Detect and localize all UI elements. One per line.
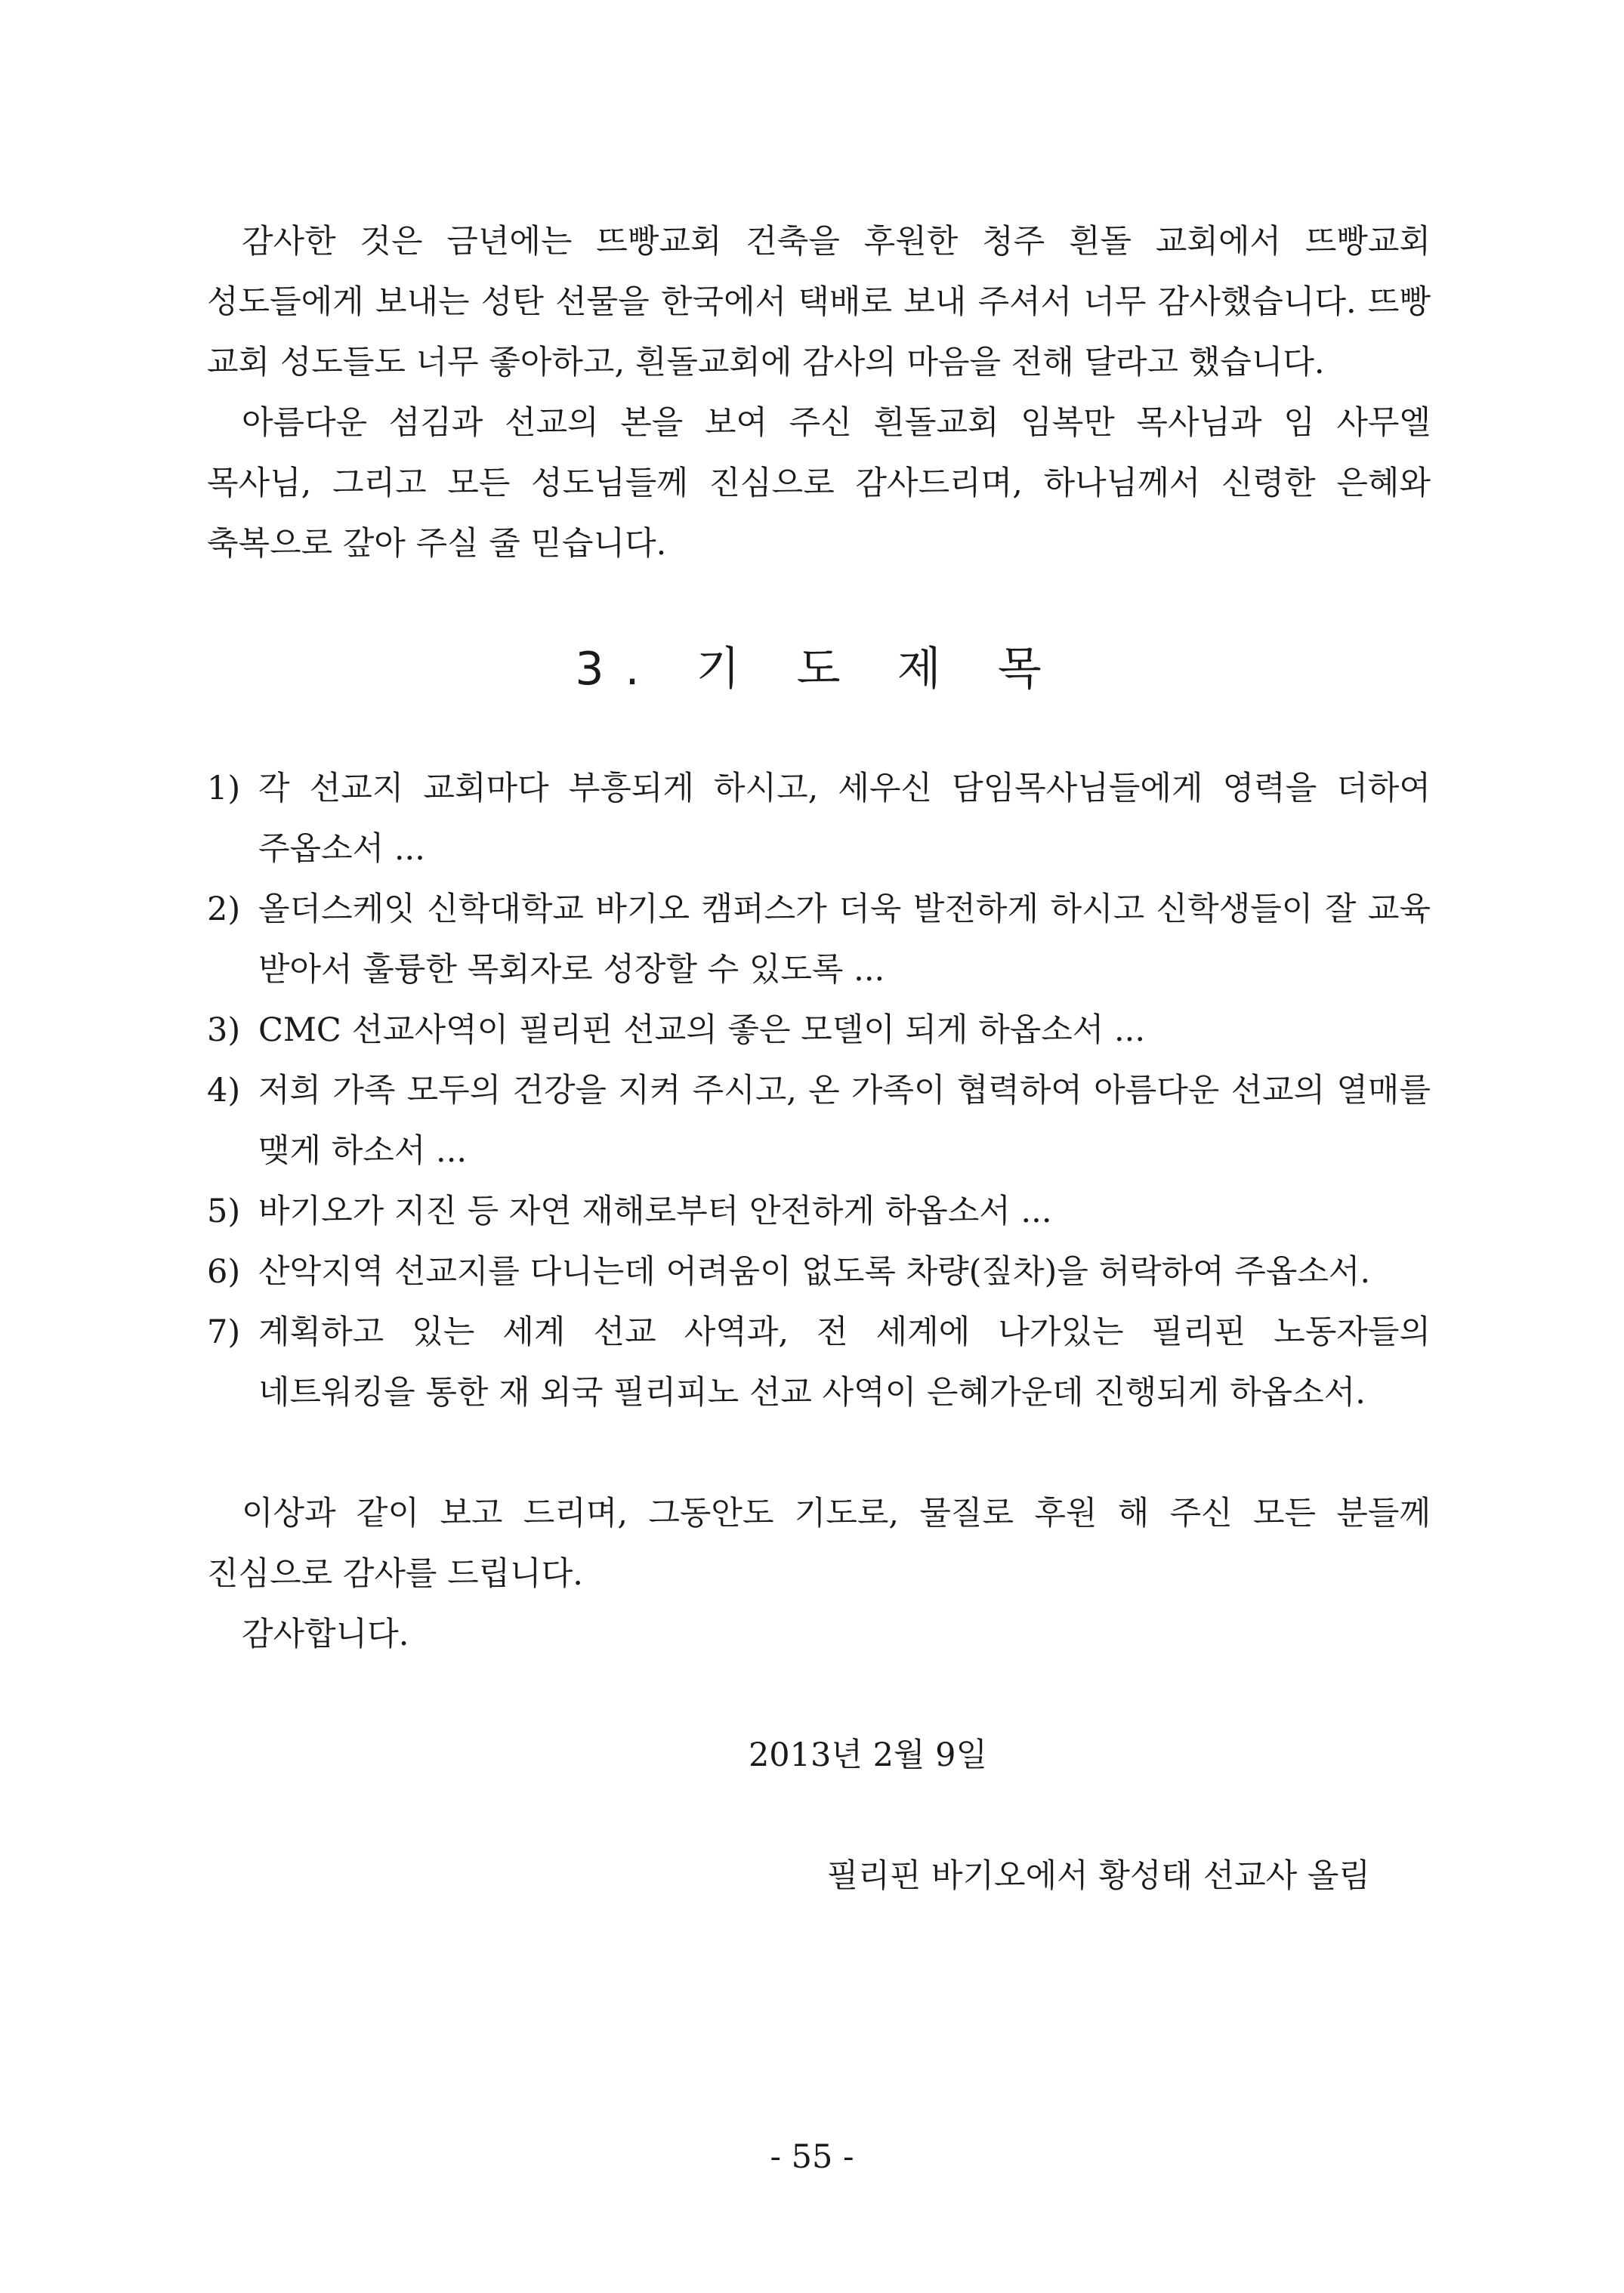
prayer-text: 저희 가족 모두의 건강을 지켜 주시고, 온 가족이 협력하여 아름다운 선교의 열매를 맺게 하소서 ... bbox=[258, 1072, 1431, 1170]
page-number: - 55 - bbox=[770, 2138, 854, 2176]
section-title: 3. 기 도 제 목 bbox=[575, 643, 1063, 696]
prayer-item bbox=[207, 1302, 1431, 1423]
prayer-item bbox=[207, 879, 1431, 1000]
prayer-number: 6) bbox=[207, 1253, 241, 1291]
document-page bbox=[207, 211, 1431, 1906]
prayer-item bbox=[207, 1060, 1431, 1181]
prayer-text: 계획하고 있는 세계 선교 사역과, 전 세계에 나가있는 필리핀 노동자들의 네트워킹을 통한 재 외국 필리피노 선교 사역이 은혜가운데 진행되게 하옵소서. bbox=[258, 1313, 1431, 1412]
prayer-item bbox=[207, 758, 1431, 879]
body-paragraph: 아름다운 섬김과 선교의 본을 보여 주신 흰돌교회 임복만 목사님과 임 사무엘 목사님, 그리고 모든 성도님들께 진심으로 감사드리며, 하나님께서 신령한 은혜와 축복으로 갚아 주실 줄 믿습니다. bbox=[207, 404, 1431, 563]
prayer-text: 올더스케잇 신학대학교 바기오 캠퍼스가 더욱 발전하게 하시고 신학생들이 잘 교육 받아서 훌륭한 목회자로 성장할 수 있도록 ... bbox=[258, 890, 1431, 989]
prayer-text: 바기오가 지진 등 자연 재해로부터 안전하게 하옵소서 ... bbox=[258, 1193, 1052, 1230]
letter-date: 2013년 2월 9일 bbox=[748, 1736, 988, 1774]
prayer-number: 3) bbox=[207, 1011, 241, 1049]
prayer-item bbox=[207, 1242, 1431, 1302]
prayer-number: 7) bbox=[207, 1313, 241, 1351]
body-paragraph: 감사한 것은 금년에는 뜨빵교회 건축을 후원한 청주 흰돌 교회에서 뜨빵교회 성도들에게 보내는 성탄 선물을 한국에서 택배로 보내 주셔서 너무 감사했습니다. 뜨빵 교회 성도들도 너무 좋아하고, 흰돌교회에 감사의 마음을 전해 달라고 했습니다. bbox=[207, 223, 1431, 381]
prayer-number: 1) bbox=[207, 770, 241, 807]
prayer-text: 각 선교지 교회마다 부흥되게 하시고, 세우신 담임목사님들에게 영력을 더하여 주옵소서 ... bbox=[258, 770, 1431, 868]
prayer-number: 4) bbox=[207, 1072, 241, 1109]
closing-thanks: 감사합니다. bbox=[242, 1616, 409, 1653]
prayer-number: 5) bbox=[207, 1193, 241, 1230]
prayer-text: 산악지역 선교지를 다니는데 어려움이 없도록 차량(짚차)을 허락하여 주옵소서. bbox=[258, 1253, 1371, 1291]
letter-signature: 필리핀 바기오에서 황성태 선교사 올림 bbox=[826, 1857, 1370, 1895]
prayer-list bbox=[207, 758, 1431, 1423]
prayer-item bbox=[207, 1000, 1431, 1060]
prayer-item bbox=[207, 1181, 1431, 1242]
prayer-text: CMC 선교사역이 필리핀 선교의 좋은 모델이 되게 하옵소서 ... bbox=[258, 1011, 1146, 1049]
prayer-number: 2) bbox=[207, 890, 241, 928]
closing-paragraph: 이상과 같이 보고 드리며, 그동안도 기도로, 물질로 후원 해 주신 모든 분들께 진심으로 감사를 드립니다. bbox=[207, 1495, 1431, 1593]
